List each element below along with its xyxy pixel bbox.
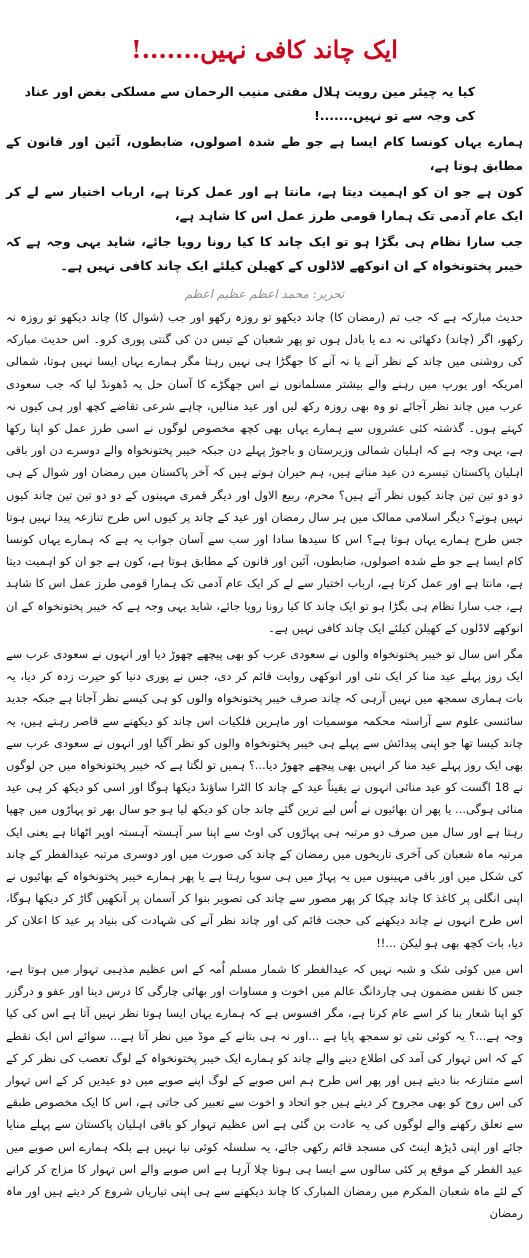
body-paragraph: حدیث مبارکہ ہے کہ جب تم (رمضان کا) چاند دیکھو تو روزہ رکھو اور جب (شوال کا) چاند دیکھو تو روزہ نہ رکھو، اگر (چاند) دکھائی نہ دے یا بادل ہوں تو پھر شعبان کے تیس دن کی گنتی پوری کرو۔ اس حدیث مبارکہ کی روشنی میں چاند کے نظر آنے یا نہ آنے کا جھگڑا ہی نہیں رہتا مگر ہمارے یہاں ایسا نہیں ہوتا، شمالی امریکہ اور یورپ میں رہنے والے بیشتر مسلمانوں نے اس جھگڑے کا آسان حل یہ ڈھونڈ لیا کہ جب سعودی عرب میں چاند نظر آجائے تو وہ بھی روزہ رکھ لیں اور عید منالیں، چاہے شرعی تقاضے کچھ اور ہی کیوں نہ کہتے ہوں۔ گذشتہ کئی عشروں سے ہمارے یہاں بھی کچھ مخصوص لوگوں نے اسی طرز عمل کو اپنا رکھا ہے، یہی وجہ ہے کہ اہلیان شمالی وزیرستان و باجوڑ پہلے دن جبکہ خیبر پختونخواہ والے دوسرے دن اور باقی اہلیان پاکستان تیسرے دن عید مناتے ہیں، ہم حیران ہوتے ہیں کہ آخر پاکستان میں رمضان اور شوال کے ہی دو دو تین تین چاند کیوں نظر آتے ہیں؟ محرم، ربیع الاول اور دیگر قمری مہینوں کے دو دو تین تین چاند کیوں نہیں ہوتے؟ دیگر اسلامی ممالک میں ہر سال رمضان اور عید کے چاند پر کیوں اس طرح تنازعہ پیدا نہیں ہوتا جس طرح ہمارے یہاں ہوتا ہے؟ اس کا سیدھا سادا اور سب سے آسان جواب یہ ہے کہ ہمارے یہاں کونسا کام ایسا ہے جو طے شدہ اصولوں، ضابطوں، آئین اور قانون کے مطابق ہوتا ہے، کون ہے جو ان کو اہمیت دیتا ہے، مانتا ہے اور عمل کرتا ہے، ارباب اختیار سے لے کر ایک عام آدمی تک ہمارا قومی طرز عمل اس کا شاہد ہے، جب سارا نظام ہی بگڑا ہو تو ایک چاند کا کیا رونا رویا جائے، شاید یہی وجہ ہے کہ خیبر پختونخواہ کے ان انوکھے لاڈلوں کے کھیلن کیلئے ایک چاند کافی نہیں ہے۔ xyxy=(6,310,523,635)
body-paragraph: مگر اس سال تو خیبر پختونخواہ والوں نے سعودی عرب کو بھی پیچھے چھوڑ دیا اور انہوں نے سعودی عرب سے ایک روز پہلے عید منا کر ایک نئی اور انوکھی روایت قائم کر دی، جس نے پوری دنیا کو حیرت زدہ کر دیا، یہ بات ہماری سمجھ میں نہیں آرہی کہ چاند صرف خیبر پختونخواہ والوں کو ہی کیسے نظر آجاتا ہے جبکہ جدید سائنسی علوم سے آراستہ محکمہ موسمیات اور ماہرین فلکیات اس چاند کو دیکھنے سے قاصر رہتے ہیں، یہ چاند کیسا تھا جو اپنی پیدائش سے پہلے ہی خیبر پختونخواہ والوں کو نظر آگیا اور انہوں نے سعودی عرب سے بھی ایک روز پہلے عید منا کر انہیں بھی پیچھے چھوڑ دیا...؟ ہمیں تو لگتا ہے کہ خیبر پختونخواہ میں جن لوگوں نے 18 اگست کو عید منائی انہوں نے یقیناً عید کے چاند کا الٹرا ساؤنڈ دیکھا ہوگا اور اسی کو دیکھ کر ہی عید منائی ہوگی... یا پھر ان بھائیوں نے اُس لیے ترین گئے چاند جان کو دیکھ لیا ہو جو سال بھر تو پہاڑوں میں چھپا رہتا ہے اور سال میں صرف دو مرتبہ ہی پہاڑوں کی اوٹ سے اپنا سر آہستہ آہستہ اوپر اٹھاتا ہے یعنی ایک مرتبہ ماہ شعبان کی آخری تاریخوں میں رمضان کے چاند کی صورت میں اور دوسری مرتبہ عیدالفطر کے چاند کی شکل میں اور باقی مہینوں میں یہ پہاڑ میں ہی سویا رہتا ہے یا پھر ہمارے خیبر پختونخواہ کے بھائیوں نے اپنی انگلی پر کاغذ کا چاند چپکا کر پھر مصور سے چاند کی تصویر بنوا کر آسمان پر آنکھیں گاڑ کر دیکھا ہوگا، اس طرح انہوں نے چاند دیکھنے کی حجت قائم کی اور چاند نظر آنے کی شہادت کی بنیاد پر عید کا اعلان کر دیا، بات کچھ بھی ہو لیکن ...!! xyxy=(6,647,523,950)
headline-line: ہمارے یہاں کونسا کام ایسا ہے جو طے شدہ اصولوں، ضابطوں، آئین اور قانون کے مطابق ہوتا ہے، xyxy=(6,134,523,173)
headline-line: کیا یہ چیئر مین رویت ہلال مفتی منیب الرحمان سے مسلکی بغض اور عناد کی وجہ سے تو نہیں.......! xyxy=(24,84,475,123)
author-byline: تحریر: محمد اعظم عظیم اعظم xyxy=(184,287,345,301)
article-title: ایک چاند کافی نہیں.......! xyxy=(131,35,398,64)
article-body xyxy=(6,306,523,1224)
headline-line: جب سارا نظام ہی بگڑا ہو تو ایک چاند کا کیا رونا رویا جائے، شاید یہی وجہ ہے کہ خیبر پختونخواہ کے ان انوکھے لاڈلوں کے کھیلن کیلئے ایک چاند کافی نہیں ہے۔ xyxy=(6,234,523,273)
headline-line: کون ہے جو ان کو اہمیت دیتا ہے، مانتا ہے اور عمل کرتا ہے، ارباب اختیار سے لے کر ایک عام آدمی تک ہمارا قومی طرز عمل اس کا شاہد ہے، xyxy=(6,184,523,223)
article-headline xyxy=(6,80,523,278)
body-paragraph: اس میں کوئی شک و شبہ نہیں کہ عیدالفطر کا شمار مسلم اُمہ کے اس عظیم مذہبی تہوار میں ہوتا ہے، جس کا نفس مضمون ہی چاردانگ عالم میں اخوت و مساوات اور بھائی چارگی کا درس دینا اور عفو و درگزر کو اپنا شعار بنا کر اسے عام کرنا ہے، مگر افسوس ہے کہ ہمارے یہاں ایسا ہوتا نظر نہیں آتا ہے اس کی کیا وجہ ہے...؟ یہ کوئی نئی تو سمجھ پایا ہے ...اور نہ ہی بتانے کے موڈ میں نظر آتا ہے... سوائے اس ایک نقطے کے کہ اس تہوار کی آمد کی اطلاع دینے والے چاند کو ہمارے ایک خیبر پختونخواہ کے لوگ تعصب کی نظر کر کے اسے متنازعہ بنا دیتے ہیں اور پھر اس طرح ہم اس صوبے کے لوگ اپنے صوبے میں دو عیدیں کر کے اس تہوار کی اس روح کو بھی مجروح کر دیتے ہیں جو اتحاد و اخوت سے تعبیر کی جاتی ہے، اس کا ایک مخصوص طبقے سے تعلق رکھنے والے لوگوں کی یہ عادت بن گئی ہے اس عظیم تہوار کو باقی اہلیان پاکستان سے پہلے منایا جائے اور اپنی ڈیڑھ اینٹ کی مسجد قائم رکھی جائے، یہ سلسلہ کوئی نیا نہیں ہے بلکہ ہمارے اس صوبے میں عید الفطر کے موقع پر کئی سالوں سے ایسا ہی ہوتا چلا آرہا ہے اس صوبے والے اس تہوار کا مزاج کر کرانے کے لئے ماہ شعبان المکرم میں رمضان المبارک کا چاند دیکھنے سے ہی اپنی تیاریاں شروع کر دیتے ہیں اور ماہ رمضان xyxy=(6,961,523,1221)
